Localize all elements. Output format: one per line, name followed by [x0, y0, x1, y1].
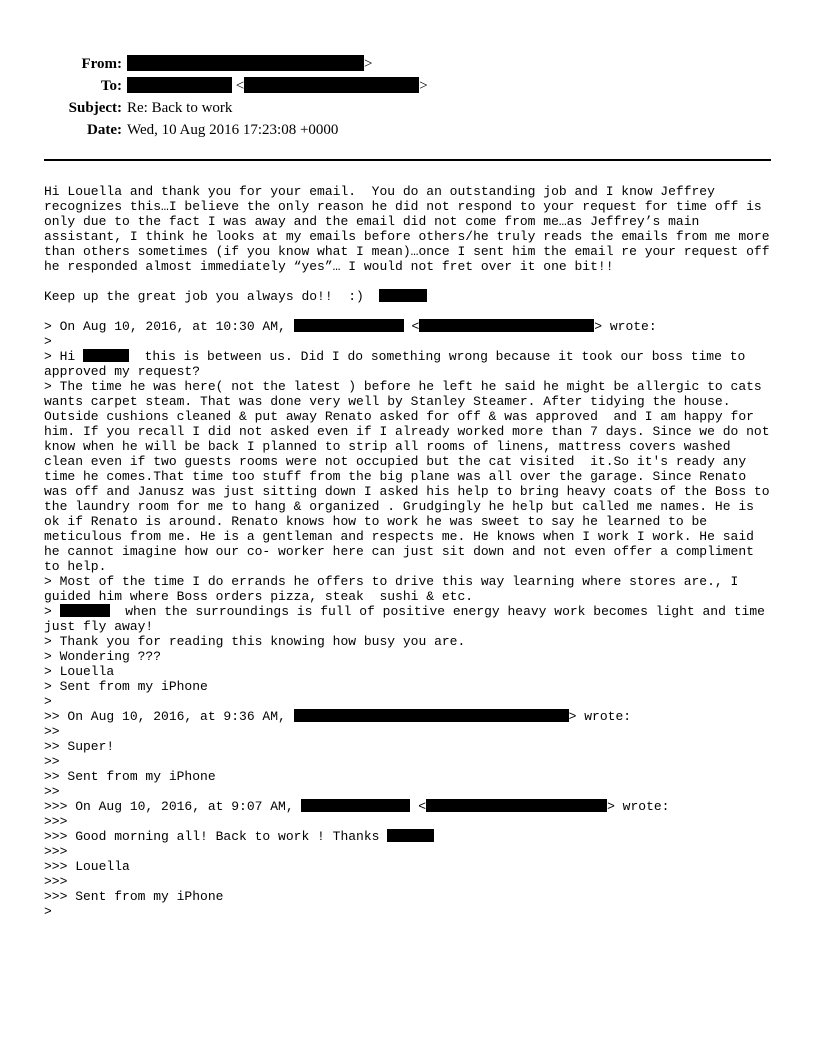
body-line	[44, 874, 784, 889]
text-segment: ok if Renato is around. Renato knows how to work he was sweet to say he learned to be	[44, 514, 708, 529]
redacted-text	[127, 55, 364, 71]
redacted-text	[387, 829, 434, 842]
text-segment: >>>	[44, 874, 68, 889]
body-line	[44, 184, 784, 199]
body-line	[44, 259, 784, 274]
body-line	[44, 634, 784, 649]
redacted-text	[294, 709, 569, 722]
body-line	[44, 289, 784, 304]
text-segment: the laundry room for me to hang & organized . Grudgingly he help but called me names. He is	[44, 499, 754, 514]
text-segment: Re: Back to work	[127, 100, 233, 116]
text-segment: >> On Aug 10, 2016, at 9:36 AM,	[44, 709, 294, 724]
redacted-text	[60, 604, 110, 617]
subject-label: Subject:	[68, 100, 122, 116]
text-segment: > Thank you for reading this knowing how busy you are.	[44, 634, 466, 649]
text-segment: > Wondering ???	[44, 649, 162, 664]
text-segment: >>> Louella	[44, 859, 130, 874]
body-line	[44, 394, 784, 409]
text-segment: approved my request?	[44, 364, 201, 379]
body-line	[44, 574, 784, 589]
text-segment: >>	[44, 754, 60, 769]
body-line	[44, 829, 784, 844]
body-line	[44, 679, 784, 694]
text-segment: > wrote:	[607, 799, 670, 814]
text-segment: just fly away!	[44, 619, 154, 634]
text-segment: <	[232, 78, 245, 94]
body-line	[44, 334, 784, 349]
body-line	[44, 604, 784, 619]
text-segment: > On Aug 10, 2016, at 10:30 AM,	[44, 319, 294, 334]
body-line	[44, 364, 784, 379]
redacted-text	[419, 319, 594, 332]
text-segment: time he comes.That time too stuff from the big plane was all over the garage. Since Renato	[44, 469, 747, 484]
body-line	[44, 454, 784, 469]
text-segment: >>	[44, 724, 60, 739]
body-line	[44, 589, 784, 604]
text-segment: to help.	[44, 559, 107, 574]
text-segment: clean even if two guests rooms were not occupied but the cat visited it.So it's ready any	[44, 454, 747, 469]
body-line	[44, 424, 784, 439]
body-line	[44, 559, 784, 574]
text-segment: wants carpet steam. That was done very well by Stanley Steamer. After tidying the house.	[44, 394, 731, 409]
text-segment: >>> Good morning all! Back to work ! Thanks	[44, 829, 388, 844]
text-segment: >>>	[44, 814, 68, 829]
text-segment: assistant, I think he looks at my emails before others/he truly reads the emails from me more	[44, 229, 770, 244]
body-line	[44, 379, 784, 394]
body-line	[44, 844, 784, 859]
text-segment: >>> Sent from my iPhone	[44, 889, 224, 904]
text-segment: Wed, 10 Aug 2016 17:23:08 +0000	[127, 122, 339, 138]
body-line	[44, 319, 784, 334]
redacted-text	[294, 319, 404, 332]
text-segment: > Sent from my iPhone	[44, 679, 208, 694]
redacted-text	[301, 799, 410, 812]
body-line	[44, 244, 784, 259]
redacted-text	[127, 77, 232, 93]
email-body	[44, 184, 784, 919]
from-label: From:	[81, 56, 122, 72]
text-segment: > wrote:	[568, 709, 632, 724]
body-line	[44, 859, 784, 874]
header-row-to	[44, 75, 428, 97]
header-row-from	[44, 53, 428, 75]
text-segment: > Most of the time I do errands he offers to drive this way learning where stores are., I	[44, 574, 739, 589]
date-label: Date:	[87, 122, 122, 138]
body-line	[44, 229, 784, 244]
body-line	[44, 304, 784, 319]
body-line	[44, 664, 784, 679]
body-line	[44, 814, 784, 829]
text-segment: > Louella	[44, 664, 115, 679]
text-segment: was off and Janusz was just sitting down I asked his help to bring heavy coats of the Boss to	[44, 484, 770, 499]
text-segment: > wrote:	[594, 319, 657, 334]
email-header	[44, 53, 428, 141]
redacted-text	[83, 349, 129, 362]
body-line	[44, 889, 784, 904]
body-line	[44, 649, 784, 664]
subject-value	[127, 97, 232, 119]
header-row-subject	[44, 97, 428, 119]
body-line	[44, 529, 784, 544]
text-segment: >>> On Aug 10, 2016, at 9:07 AM,	[44, 799, 302, 814]
body-line	[44, 499, 784, 514]
text-segment: >	[419, 78, 428, 94]
text-segment: him. If you recall I did not asked even if I already worked more than 7 days. Since we do not	[44, 424, 770, 439]
text-segment: only due to the fact I was away and the email did not come from me…as Jeffrey’s main	[44, 214, 700, 229]
from-value	[127, 53, 372, 75]
redacted-text	[426, 799, 607, 812]
text-segment: than others sometimes (if you know what I mean)…once I sent him the email re your request off	[44, 244, 770, 259]
text-segment: he cannot imagine how our co- worker here can just sit down and not even offer a compliment	[44, 544, 754, 559]
text-segment: >	[44, 604, 60, 619]
body-line	[44, 709, 784, 724]
text-segment: meticulous from me. He is a gentleman and respects me. He knows when I work I work. He said	[44, 529, 754, 544]
body-line	[44, 349, 784, 364]
text-segment: <	[403, 319, 420, 334]
body-line	[44, 904, 784, 919]
body-line	[44, 619, 784, 634]
to-label: To:	[100, 78, 122, 94]
text-segment: > Hi	[44, 349, 84, 364]
text-segment: >	[44, 694, 52, 709]
header-row-date	[44, 119, 428, 141]
text-segment: >	[44, 334, 52, 349]
body-line	[44, 769, 784, 784]
text-segment: Keep up the great job you always do!! :)	[44, 289, 380, 304]
to-value	[127, 75, 428, 97]
body-line	[44, 694, 784, 709]
text-segment: guided him where Boss orders pizza, steak sushi & etc.	[44, 589, 474, 604]
text-segment: >> Sent from my iPhone	[44, 769, 216, 784]
body-line	[44, 514, 784, 529]
text-segment: this is between us. Did I do something wrong because it took our boss time to	[129, 349, 746, 364]
redacted-text	[379, 289, 427, 302]
body-line	[44, 409, 784, 424]
body-line	[44, 544, 784, 559]
body-line	[44, 274, 784, 289]
date-value	[127, 119, 338, 141]
body-line	[44, 784, 784, 799]
text-segment: > The time he was here( not the latest ) before he left he said he might be allergic to cats	[44, 379, 762, 394]
text-segment: >	[44, 904, 52, 919]
text-segment: Hi Louella and thank you for your email. You do an outstanding job and I know Jeffrey	[44, 184, 715, 199]
text-segment: he responded almost immediately “yes”… I would not fret over it one bit!!	[44, 259, 614, 274]
body-line	[44, 439, 784, 454]
text-segment: >>>	[44, 844, 68, 859]
text-segment: recognizes this…I believe the only reason he did not respond to your request for time off is	[44, 199, 762, 214]
text-segment: know when he will be back I planned to strip all rooms of linens, mattress covers washed	[44, 439, 731, 454]
text-segment: >> Super!	[44, 739, 115, 754]
body-line	[44, 799, 784, 814]
text-segment: <	[410, 799, 427, 814]
body-line	[44, 754, 784, 769]
text-segment: >	[364, 56, 373, 72]
body-line	[44, 484, 784, 499]
body-line	[44, 739, 784, 754]
body-line	[44, 214, 784, 229]
redacted-text	[244, 77, 419, 93]
text-segment: >>	[44, 784, 60, 799]
header-divider	[44, 159, 771, 161]
body-line	[44, 724, 784, 739]
body-line	[44, 469, 784, 484]
text-segment: when the surroundings is full of positive energy heavy work becomes light and time	[109, 604, 765, 619]
body-line	[44, 199, 784, 214]
text-segment: Outside cushions cleaned & put away Renato asked for off & was approved and I am happy for	[44, 409, 754, 424]
